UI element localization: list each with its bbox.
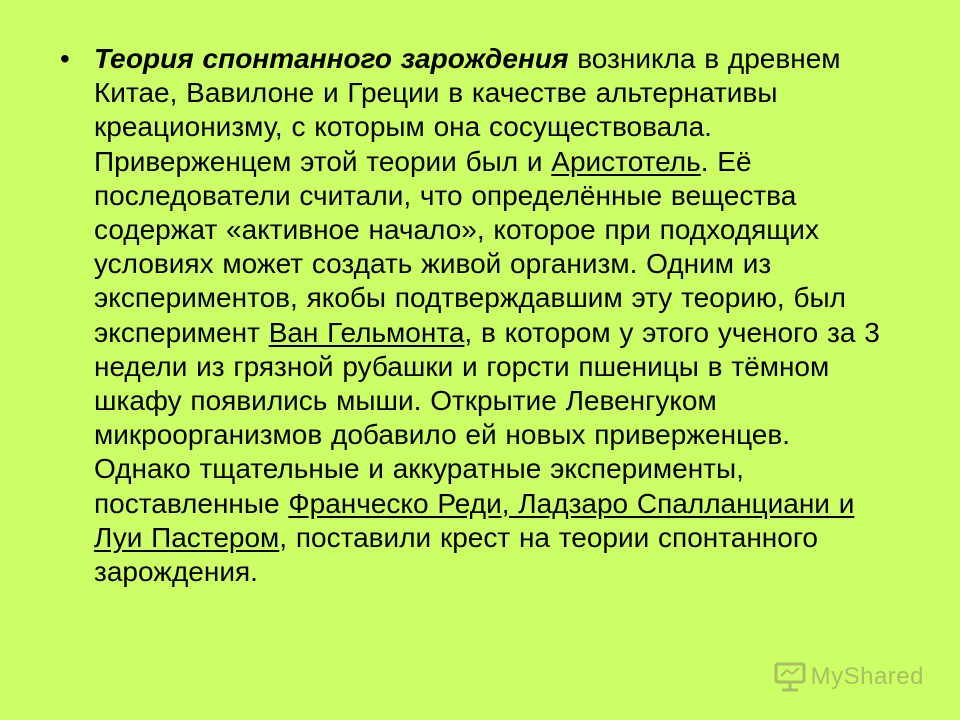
text-segment-1: возникла в древнем Китае, Вавилоне и Греции в качестве альтернативы креационизму, с которым она сосуществовала. Приверженцем этой теории был и (94, 43, 841, 177)
aristotle-link[interactable]: Аристотель (551, 145, 701, 177)
watermark-text: MyShared (810, 663, 924, 690)
text-segment-2: . Её последователи считали, что определённые вещества содержат «активное начало», которое при подходящих условиях может создать живой организм. Одним из экспериментов, якобы подтверждавшим эту теорию, был эксперимент (94, 145, 846, 348)
body-paragraph (94, 42, 894, 589)
scientists-link[interactable]: Франческо Реди, Ладзаро Спалланциани и Луи Пастером (94, 487, 855, 553)
term-heading: Теория спонтанного зарождения (94, 43, 569, 74)
watermark (773, 662, 924, 692)
text-segment-4: , поставили крест на теории спонтанного зарождения. (94, 521, 818, 588)
presentation-board-icon (773, 662, 807, 692)
van-helmont-link[interactable]: Ван Гельмонта (268, 316, 465, 348)
bullet-marker: • (60, 43, 70, 74)
text-segment-3: , в котором у этого ученого за 3 недели из грязной рубашки и горсти пшеницы в тёмном шкафу появились мыши. Открытие Левенгуком микроорганизмов добавило ей новых приверженцев. Однако тщательные и аккуратные эксперименты, поставленные (94, 316, 880, 519)
bullet-item (60, 42, 900, 589)
